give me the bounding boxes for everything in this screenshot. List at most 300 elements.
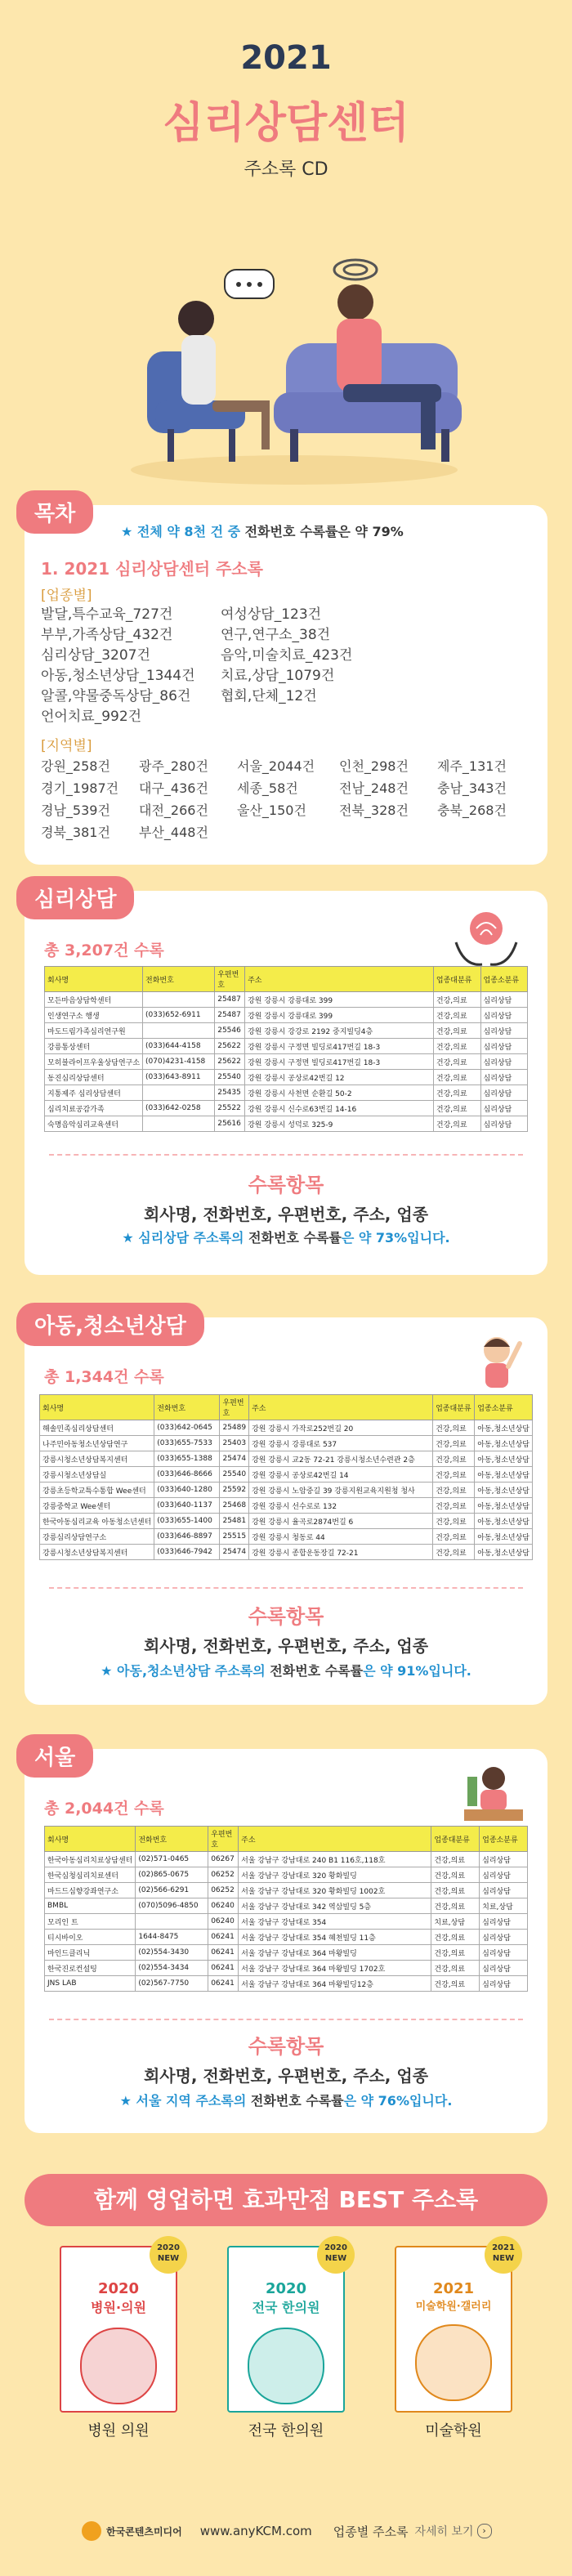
column-header: 업종소분류 xyxy=(480,1827,528,1852)
region-item: 울산_150건 xyxy=(237,803,306,818)
section-seoul-footer-items: 회사명, 전화번호, 우편번호, 주소, 업종 xyxy=(143,2066,429,2086)
table-row xyxy=(45,1883,528,1898)
table-cell: 서울 강남구 강남대로 354 xyxy=(239,1914,431,1930)
section-youth-card xyxy=(25,1314,547,1705)
category-item: 부부,가족상담_432건 xyxy=(41,627,173,643)
table-cell: 심리상담 xyxy=(480,1101,527,1116)
toc-note xyxy=(121,521,404,540)
product-hospital[interactable] xyxy=(49,2243,188,2440)
table-cell: 아동,청소년상담 xyxy=(475,1467,533,1483)
table-cell: 25435 xyxy=(215,1085,245,1101)
table-cell: (033)646-8897 xyxy=(154,1529,220,1545)
table-cell: 아동,청소년상담 xyxy=(475,1483,533,1498)
table-cell: 건강,의료 xyxy=(431,1930,480,1945)
table-cell: 건강,의료 xyxy=(431,1867,480,1883)
table-row xyxy=(45,1898,528,1914)
region-item: 부산_448건 xyxy=(139,825,208,840)
table-cell: 서울 강남구 강남대로 342 역삼빌딩 5층 xyxy=(239,1898,431,1914)
table-cell: 심리상담 xyxy=(480,1008,527,1023)
column-header: 업종소분류 xyxy=(475,1395,533,1420)
table-cell: 건강,의료 xyxy=(433,1023,480,1039)
table-cell: 강원 강릉시 강릉대로 399 xyxy=(245,992,434,1008)
category-item: 여성상담_123건 xyxy=(221,606,322,623)
region-item: 대전_266건 xyxy=(139,803,208,818)
product-year: 2020 xyxy=(97,2280,140,2297)
table-cell: 건강,의료 xyxy=(431,1852,480,1867)
table-row xyxy=(40,1420,533,1436)
table-cell: 심리상담 xyxy=(480,1070,527,1085)
toc-note-prefix: ★ 전체 약 8천 건 중 xyxy=(121,524,245,539)
section-psych-card xyxy=(25,888,547,1275)
table-header-row xyxy=(40,1395,533,1420)
table-cell: 심리상담 xyxy=(480,1116,527,1132)
table-cell: 건강,의료 xyxy=(433,1420,475,1436)
table-cell: 25622 xyxy=(215,1039,245,1054)
table-cell: 강원 강릉시 구정면 빌딩로417번길 18-3 xyxy=(245,1039,434,1054)
table-cell: 심리상담 xyxy=(480,1914,528,1930)
table-cell: 심리상담 xyxy=(480,1945,528,1961)
column-header: 주소 xyxy=(245,967,434,992)
table-cell: 건강,의료 xyxy=(433,992,480,1008)
column-header: 업종소분류 xyxy=(480,967,527,992)
table-cell: 06241 xyxy=(208,1930,239,1945)
table-cell: 강원 강릉시 공상로42번길 12 xyxy=(245,1070,434,1085)
section-youth-footer-items: 회사명, 전화번호, 우편번호, 주소, 업종 xyxy=(143,1636,429,1656)
table-cell: 심리상담 xyxy=(480,1054,527,1070)
toc-note-bold: 전화번호 수록률은 약 79% xyxy=(244,524,404,539)
table-cell: 심리상담 xyxy=(480,1023,527,1039)
section-psych-note xyxy=(25,1228,547,1246)
product-box xyxy=(227,2243,347,2413)
column-header: 전화번호 xyxy=(136,1827,208,1852)
cd-disc-icon xyxy=(80,2328,157,2404)
counselor-desk-icon xyxy=(459,1760,528,1826)
table-cell: 마도드림가족심리연구원 xyxy=(45,1023,143,1039)
table-cell: 서울 강남구 강남대로 320 황화빌딩 1002호 xyxy=(239,1883,431,1898)
section-youth-tag: 아동,청소년상담 xyxy=(16,1303,204,1346)
table-cell: 서울 강남구 강남대로 364 마왕빌딩12층 xyxy=(239,1976,431,1992)
table-cell: 심리상담 xyxy=(480,1976,528,1992)
table-cell: 아동,청소년상담 xyxy=(475,1545,533,1560)
product-badge: 2020 NEW xyxy=(317,2236,355,2274)
table-cell: 건강,의료 xyxy=(433,1039,480,1054)
table-cell: 서울 강남구 강남대로 364 마왕빌딩 xyxy=(239,1945,431,1961)
region-item: 전북_328건 xyxy=(339,803,409,818)
section-psych-footer-items: 회사명, 전화번호, 우편번호, 주소, 업종 xyxy=(143,1205,429,1224)
note-prefix: ★ 아동,청소년상담 주소록의 xyxy=(101,1663,270,1679)
table-cell: (02)571-0465 xyxy=(136,1852,208,1867)
table-cell: 건강,의료 xyxy=(433,1514,475,1529)
table-cell: 06252 xyxy=(208,1867,239,1883)
footer-bar xyxy=(82,2517,507,2545)
column-header: 전화번호 xyxy=(154,1395,220,1420)
table-cell xyxy=(143,992,215,1008)
section-seoul-tag: 서울 xyxy=(16,1734,93,1778)
website-link[interactable]: www.anyKCM.com xyxy=(199,2524,312,2538)
table-cell: JNS LAB xyxy=(45,1976,136,1992)
category-item: 치료,상담_1079건 xyxy=(221,668,335,684)
column-header: 업종대분류 xyxy=(433,1395,475,1420)
table-cell: 해솔민족심리상담센터 xyxy=(40,1420,154,1436)
table-cell: 06241 xyxy=(208,1945,239,1961)
table-cell: 강원 강릉시 강릉대로 537 xyxy=(249,1436,433,1451)
table-cell: 아동,청소년상담 xyxy=(475,1451,533,1467)
table-cell: 서울 강남구 강남대로 364 마왕빌딩 1702호 xyxy=(239,1961,431,1976)
table-cell: 지통제주 심리상담센터 xyxy=(45,1085,143,1101)
region-row xyxy=(41,821,527,843)
region-item: 세종_58건 xyxy=(237,780,298,796)
table-cell: 심리상담 xyxy=(480,1961,528,1976)
cd-disc-icon xyxy=(415,2324,492,2401)
table-row xyxy=(40,1514,533,1529)
table-cell: 25487 xyxy=(215,1008,245,1023)
table-cell: 06252 xyxy=(208,1883,239,1898)
table-cell: 건강,의료 xyxy=(433,1054,480,1070)
table-cell: 숙명음악심리교육센터 xyxy=(45,1116,143,1132)
table-row xyxy=(40,1467,533,1483)
table-cell xyxy=(136,1914,208,1930)
region-item: 강원_258건 xyxy=(41,758,110,774)
table-header-row xyxy=(45,1827,528,1852)
table-cell: 강릉시청소년상담실 xyxy=(40,1467,154,1483)
table-cell: 강릉시청소년상담복지센터 xyxy=(40,1451,154,1467)
table-cell: 건강,의료 xyxy=(433,1545,475,1560)
category-item: 발달,특수교육_727건 xyxy=(41,606,173,623)
brand-logo-icon xyxy=(82,2521,101,2541)
table-cell: 25487 xyxy=(215,992,245,1008)
table-row xyxy=(45,1961,528,1976)
category-label: [업종별] xyxy=(41,588,92,604)
table-cell: 아동,청소년상담 xyxy=(475,1514,533,1529)
table-row xyxy=(45,1914,528,1930)
table-row xyxy=(45,1070,528,1085)
table-cell: 25474 xyxy=(220,1451,249,1467)
table-cell: 심리상담 xyxy=(480,1930,528,1945)
table-cell: (033)642-0258 xyxy=(143,1101,215,1116)
table-cell: (033)655-1388 xyxy=(154,1451,220,1467)
column-header: 회사명 xyxy=(45,967,143,992)
region-item: 광주_280건 xyxy=(139,758,208,774)
cd-disc-icon xyxy=(248,2328,324,2404)
table-cell: 25616 xyxy=(215,1116,245,1132)
table-cell: (033)640-1280 xyxy=(154,1483,220,1498)
table-cell: (033)642-0645 xyxy=(154,1420,220,1436)
table-cell: 건강,의료 xyxy=(431,1898,480,1914)
table-cell: (070)4231-4158 xyxy=(143,1054,215,1070)
best-section xyxy=(0,2158,572,2576)
region-item: 제주_131건 xyxy=(437,758,507,774)
table-cell: (02)554-3434 xyxy=(136,1961,208,1976)
table-cell: 25522 xyxy=(215,1101,245,1116)
table-cell: 건강,의료 xyxy=(433,1498,475,1514)
table-cell: 강원 강릉시 강강로 2192 중지빌딩4층 xyxy=(245,1023,434,1039)
hero xyxy=(0,0,572,507)
table-cell: 25481 xyxy=(220,1514,249,1529)
table-header-row xyxy=(45,967,528,992)
region-label: [지역별] xyxy=(41,738,92,754)
product-oriental-clinic[interactable] xyxy=(217,2243,355,2440)
table-cell: 마드드심향강좌연구소 xyxy=(45,1883,136,1898)
table-cell: 25468 xyxy=(220,1498,249,1514)
table-row xyxy=(45,1976,528,1992)
product-year: 2021 xyxy=(432,2280,475,2297)
section-youth-note xyxy=(25,1661,547,1679)
best-banner: 함께 영업하면 효과만점 BEST 주소록 xyxy=(25,2174,547,2226)
table-cell: 서울 강남구 강남대로 320 황화빌딩 xyxy=(239,1867,431,1883)
table-cell: 마인드클리닉 xyxy=(45,1945,136,1961)
counseling-illustration xyxy=(123,221,466,490)
product-year: 2020 xyxy=(265,2280,307,2297)
column-header: 주소 xyxy=(239,1827,431,1852)
table-row xyxy=(45,992,528,1008)
product-art-academy[interactable] xyxy=(384,2243,523,2440)
table-cell: 06241 xyxy=(208,1961,239,1976)
hero-subtitle: 주소록 CD xyxy=(244,159,328,180)
region-item: 서울_2044건 xyxy=(237,758,315,774)
region-item: 경기_1987건 xyxy=(41,780,119,796)
category-item: 알콜,약물중독상담_86건 xyxy=(41,688,191,704)
table-cell: 모든마음상담학센터 xyxy=(45,992,143,1008)
table-cell: (033)646-7942 xyxy=(154,1545,220,1560)
table-row xyxy=(45,1008,528,1023)
table-cell: (070)5096-4850 xyxy=(136,1898,208,1914)
product-box-title: 병원·의원 xyxy=(91,2300,146,2315)
section-psych-total: 총 3,207건 수록 xyxy=(44,941,164,959)
table-cell: 한국진로컨설팅 xyxy=(45,1961,136,1976)
product-badge: 2021 NEW xyxy=(485,2236,522,2274)
table-cell: 25540 xyxy=(220,1467,249,1483)
region-row xyxy=(41,755,527,777)
table-row xyxy=(40,1451,533,1467)
hero-title: 심리상담센터 xyxy=(163,99,409,148)
child-raising-hand-icon xyxy=(466,1329,528,1391)
region-grid xyxy=(41,755,527,843)
table-cell: (02)566-6291 xyxy=(136,1883,208,1898)
table-cell: 건강,의료 xyxy=(433,1008,480,1023)
table-cell: 건강,의료 xyxy=(433,1116,480,1132)
table-cell: 아동,청소년상담 xyxy=(475,1498,533,1514)
table-cell: 치료,상담 xyxy=(431,1914,480,1930)
note-prefix: ★ 심리상담 주소록의 xyxy=(122,1230,249,1246)
table-cell: 모히블라이프우울상담연구소 xyxy=(45,1054,143,1070)
table-row xyxy=(40,1498,533,1514)
table-cell: 심리상담 xyxy=(480,1852,528,1867)
column-header: 전화번호 xyxy=(143,967,215,992)
column-header: 업종대분류 xyxy=(433,967,480,992)
table-cell: 한국심청심리치료센터 xyxy=(45,1867,136,1883)
table-cell: 심리상담 xyxy=(480,1883,528,1898)
table-cell: 건강,의료 xyxy=(433,1451,475,1467)
region-item: 경북_381건 xyxy=(41,825,110,840)
note-prefix: ★ 서울 지역 주소록의 xyxy=(119,2093,251,2109)
product-box-title: 전국 한의원 xyxy=(252,2300,320,2315)
note-suffix: 은 약 73%입니다. xyxy=(341,1230,450,1246)
table-cell: 25540 xyxy=(215,1070,245,1085)
table-cell: 1644-8475 xyxy=(136,1930,208,1945)
table-row xyxy=(45,1101,528,1116)
divider xyxy=(49,2019,523,2020)
table-cell: (02)865-0675 xyxy=(136,1867,208,1883)
category-right-list xyxy=(221,605,352,707)
table-cell: 강릉통상센터 xyxy=(45,1039,143,1054)
region-row xyxy=(41,799,527,821)
table-cell: 강원 강릉시 청동로 44 xyxy=(249,1529,433,1545)
chevron-right-icon[interactable]: › xyxy=(477,2524,492,2538)
divider xyxy=(49,1587,523,1589)
table-cell: 건강,의료 xyxy=(433,1070,480,1085)
table-cell: 서울 강남구 강남대로 240 B1 116호,118호 xyxy=(239,1852,431,1867)
section-psych-footer-head: 수록항목 xyxy=(248,1174,324,1196)
category-item: 음악,미술치료_423건 xyxy=(221,647,353,664)
toc-card xyxy=(25,502,547,865)
table-cell: 아동,청소년상담 xyxy=(475,1420,533,1436)
table-cell: 한국아동심리치료상담센터 xyxy=(45,1852,136,1867)
category-item: 아동,청소년상담_1344건 xyxy=(41,668,195,684)
column-header: 우편번호 xyxy=(220,1395,249,1420)
table-cell: 건강,의료 xyxy=(433,1467,475,1483)
table-cell: 강원 강릉시 사천면 순환길 50-2 xyxy=(245,1085,434,1101)
table-cell: 서울 강남구 강남대로 354 혜천빌딩 11층 xyxy=(239,1930,431,1945)
table-cell: 심리상담 xyxy=(480,1039,527,1054)
divider xyxy=(49,1154,523,1156)
table-cell: 25622 xyxy=(215,1054,245,1070)
table-cell: 강원 강릉시 종합운동장길 72-21 xyxy=(249,1545,433,1560)
table-cell: 건강,의료 xyxy=(433,1101,480,1116)
table-cell: 심리상담 xyxy=(480,1867,528,1883)
table-cell: 건강,의료 xyxy=(433,1085,480,1101)
table-cell: 강원 강릉시 교2동 72-21 강릉시청소년수련관 2층 xyxy=(249,1451,433,1467)
table-cell: 강원 강릉시 가작로252번길 20 xyxy=(249,1420,433,1436)
table-row xyxy=(45,1085,528,1101)
product-badge: 2020 NEW xyxy=(150,2236,187,2274)
table-cell: 건강,의료 xyxy=(433,1436,475,1451)
note-suffix: 은 약 91%입니다. xyxy=(363,1663,471,1679)
table-cell: 강원 강릉시 노암중길 39 강릉지원교육지원청 청사 xyxy=(249,1483,433,1498)
table-cell: 강원 강릉시 선수로로 132 xyxy=(249,1498,433,1514)
table-cell: 치료,상담 xyxy=(480,1898,528,1914)
region-item: 인천_298건 xyxy=(339,758,409,774)
category-item: 연구,연구소_38건 xyxy=(221,627,331,643)
note-bold: 전화번호 수록률 xyxy=(248,1230,342,1246)
table-cell: 06241 xyxy=(208,1976,239,1992)
brand-name: 한국콘텐츠미디어 xyxy=(106,2525,182,2538)
region-item: 충남_343건 xyxy=(437,780,507,796)
table-cell: 25474 xyxy=(220,1545,249,1560)
category-left-list xyxy=(41,605,195,727)
table-cell: 강원 강릉시 신수로63번길 14-16 xyxy=(245,1101,434,1116)
table-row xyxy=(45,1039,528,1054)
table-cell: (02)554-3430 xyxy=(136,1945,208,1961)
table-cell: 인생연구소 행생 xyxy=(45,1008,143,1023)
table-cell: 아동,청소년상담 xyxy=(475,1436,533,1451)
table-cell: 티시바이오 xyxy=(45,1930,136,1945)
product-box-title: 미술학원·갤러리 xyxy=(415,2301,492,2313)
table-cell: 25403 xyxy=(220,1436,249,1451)
region-item: 경남_539건 xyxy=(41,803,110,818)
table-cell: 06240 xyxy=(208,1914,239,1930)
table-cell: 강원 강릉시 강릉대로 399 xyxy=(245,1008,434,1023)
table-row xyxy=(45,1930,528,1945)
table-cell: (033)652-6911 xyxy=(143,1008,215,1023)
section-seoul-card xyxy=(25,1746,547,2133)
table-cell: 나주민아동청소년상담연구 xyxy=(40,1436,154,1451)
table-row xyxy=(40,1529,533,1545)
region-item: 대구_436건 xyxy=(139,780,208,796)
table-cell: 한국아동심리교육 아동청소년센터 xyxy=(40,1514,154,1529)
table-row xyxy=(40,1436,533,1451)
category-item: 언어치료_992건 xyxy=(41,709,142,725)
column-header: 업종대분류 xyxy=(431,1827,480,1852)
table-cell: 동진심리상담센터 xyxy=(45,1070,143,1085)
note-bold: 전화번호 수록률 xyxy=(250,2093,344,2109)
table-row xyxy=(45,1054,528,1070)
section-psych-tag: 심리상담 xyxy=(16,876,134,919)
table-cell: BMBL xyxy=(45,1898,136,1914)
region-item: 충북_268건 xyxy=(437,803,507,818)
table-row xyxy=(45,1867,528,1883)
more-link[interactable]: 자세히 보기 xyxy=(414,2525,474,2538)
table-row xyxy=(45,1852,528,1867)
table-cell: 06240 xyxy=(208,1898,239,1914)
table-cell: 강릉심리상담연구소 xyxy=(40,1529,154,1545)
region-row xyxy=(41,777,527,799)
section-seoul-total: 총 2,044건 수록 xyxy=(44,1800,164,1818)
table-cell: 건강,의료 xyxy=(431,1976,480,1992)
column-header: 회사명 xyxy=(45,1827,136,1852)
table-cell: 모리인 트 xyxy=(45,1914,136,1930)
table-cell: 심리상담 xyxy=(480,1085,527,1101)
table-cell: 25489 xyxy=(220,1420,249,1436)
catalog-link[interactable]: 업종별 주소록 xyxy=(333,2524,409,2539)
category-item: 심리상담_3207건 xyxy=(41,647,150,664)
table-cell: 아동,청소년상담 xyxy=(475,1529,533,1545)
toc-tag: 목차 xyxy=(16,490,93,534)
table-cell: (033)646-8666 xyxy=(154,1467,220,1483)
section-youth-footer-head: 수록항목 xyxy=(248,1605,324,1628)
table-cell: 강릉초등학교특수통합 Wee센터 xyxy=(40,1483,154,1498)
table-cell: (033)655-1400 xyxy=(154,1514,220,1529)
product-box xyxy=(60,2243,180,2413)
table-row xyxy=(45,1945,528,1961)
table-cell: 건강,의료 xyxy=(431,1961,480,1976)
table-cell: 심리상담 xyxy=(480,992,527,1008)
column-header: 주소 xyxy=(249,1395,433,1420)
hero-year: 2021 xyxy=(240,39,332,77)
table-cell: 건강,의료 xyxy=(431,1883,480,1898)
table-cell: 강릉시청소년상담복지센터 xyxy=(40,1545,154,1560)
table-cell: 강원 강릉시 공상로42번길 14 xyxy=(249,1467,433,1483)
table-cell: 06267 xyxy=(208,1852,239,1867)
table-cell: 25515 xyxy=(220,1529,249,1545)
table-cell: 25592 xyxy=(220,1483,249,1498)
toc-heading: 1. 2021 심리상담센터 주소록 xyxy=(41,559,263,579)
table-cell: (033)655-7533 xyxy=(154,1436,220,1451)
table-cell: 강릉중학교 Wee센터 xyxy=(40,1498,154,1514)
table-cell: 건강,의료 xyxy=(431,1945,480,1961)
column-header: 우편번호 xyxy=(208,1827,239,1852)
table-cell xyxy=(143,1023,215,1039)
product-label: 병원 의원 xyxy=(87,2422,150,2440)
product-label: 미술학원 xyxy=(425,2422,482,2440)
table-cell: 건강,의료 xyxy=(433,1483,475,1498)
section-seoul-footer-head: 수록항목 xyxy=(248,2035,324,2058)
table-cell: (02)567-7750 xyxy=(136,1976,208,1992)
table-row xyxy=(45,1116,528,1132)
table-cell: (033)643-8911 xyxy=(143,1070,215,1085)
category-item: 협회,단체_12건 xyxy=(221,688,317,704)
table-cell: 건강,의료 xyxy=(433,1529,475,1545)
column-header: 우편번호 xyxy=(215,967,245,992)
